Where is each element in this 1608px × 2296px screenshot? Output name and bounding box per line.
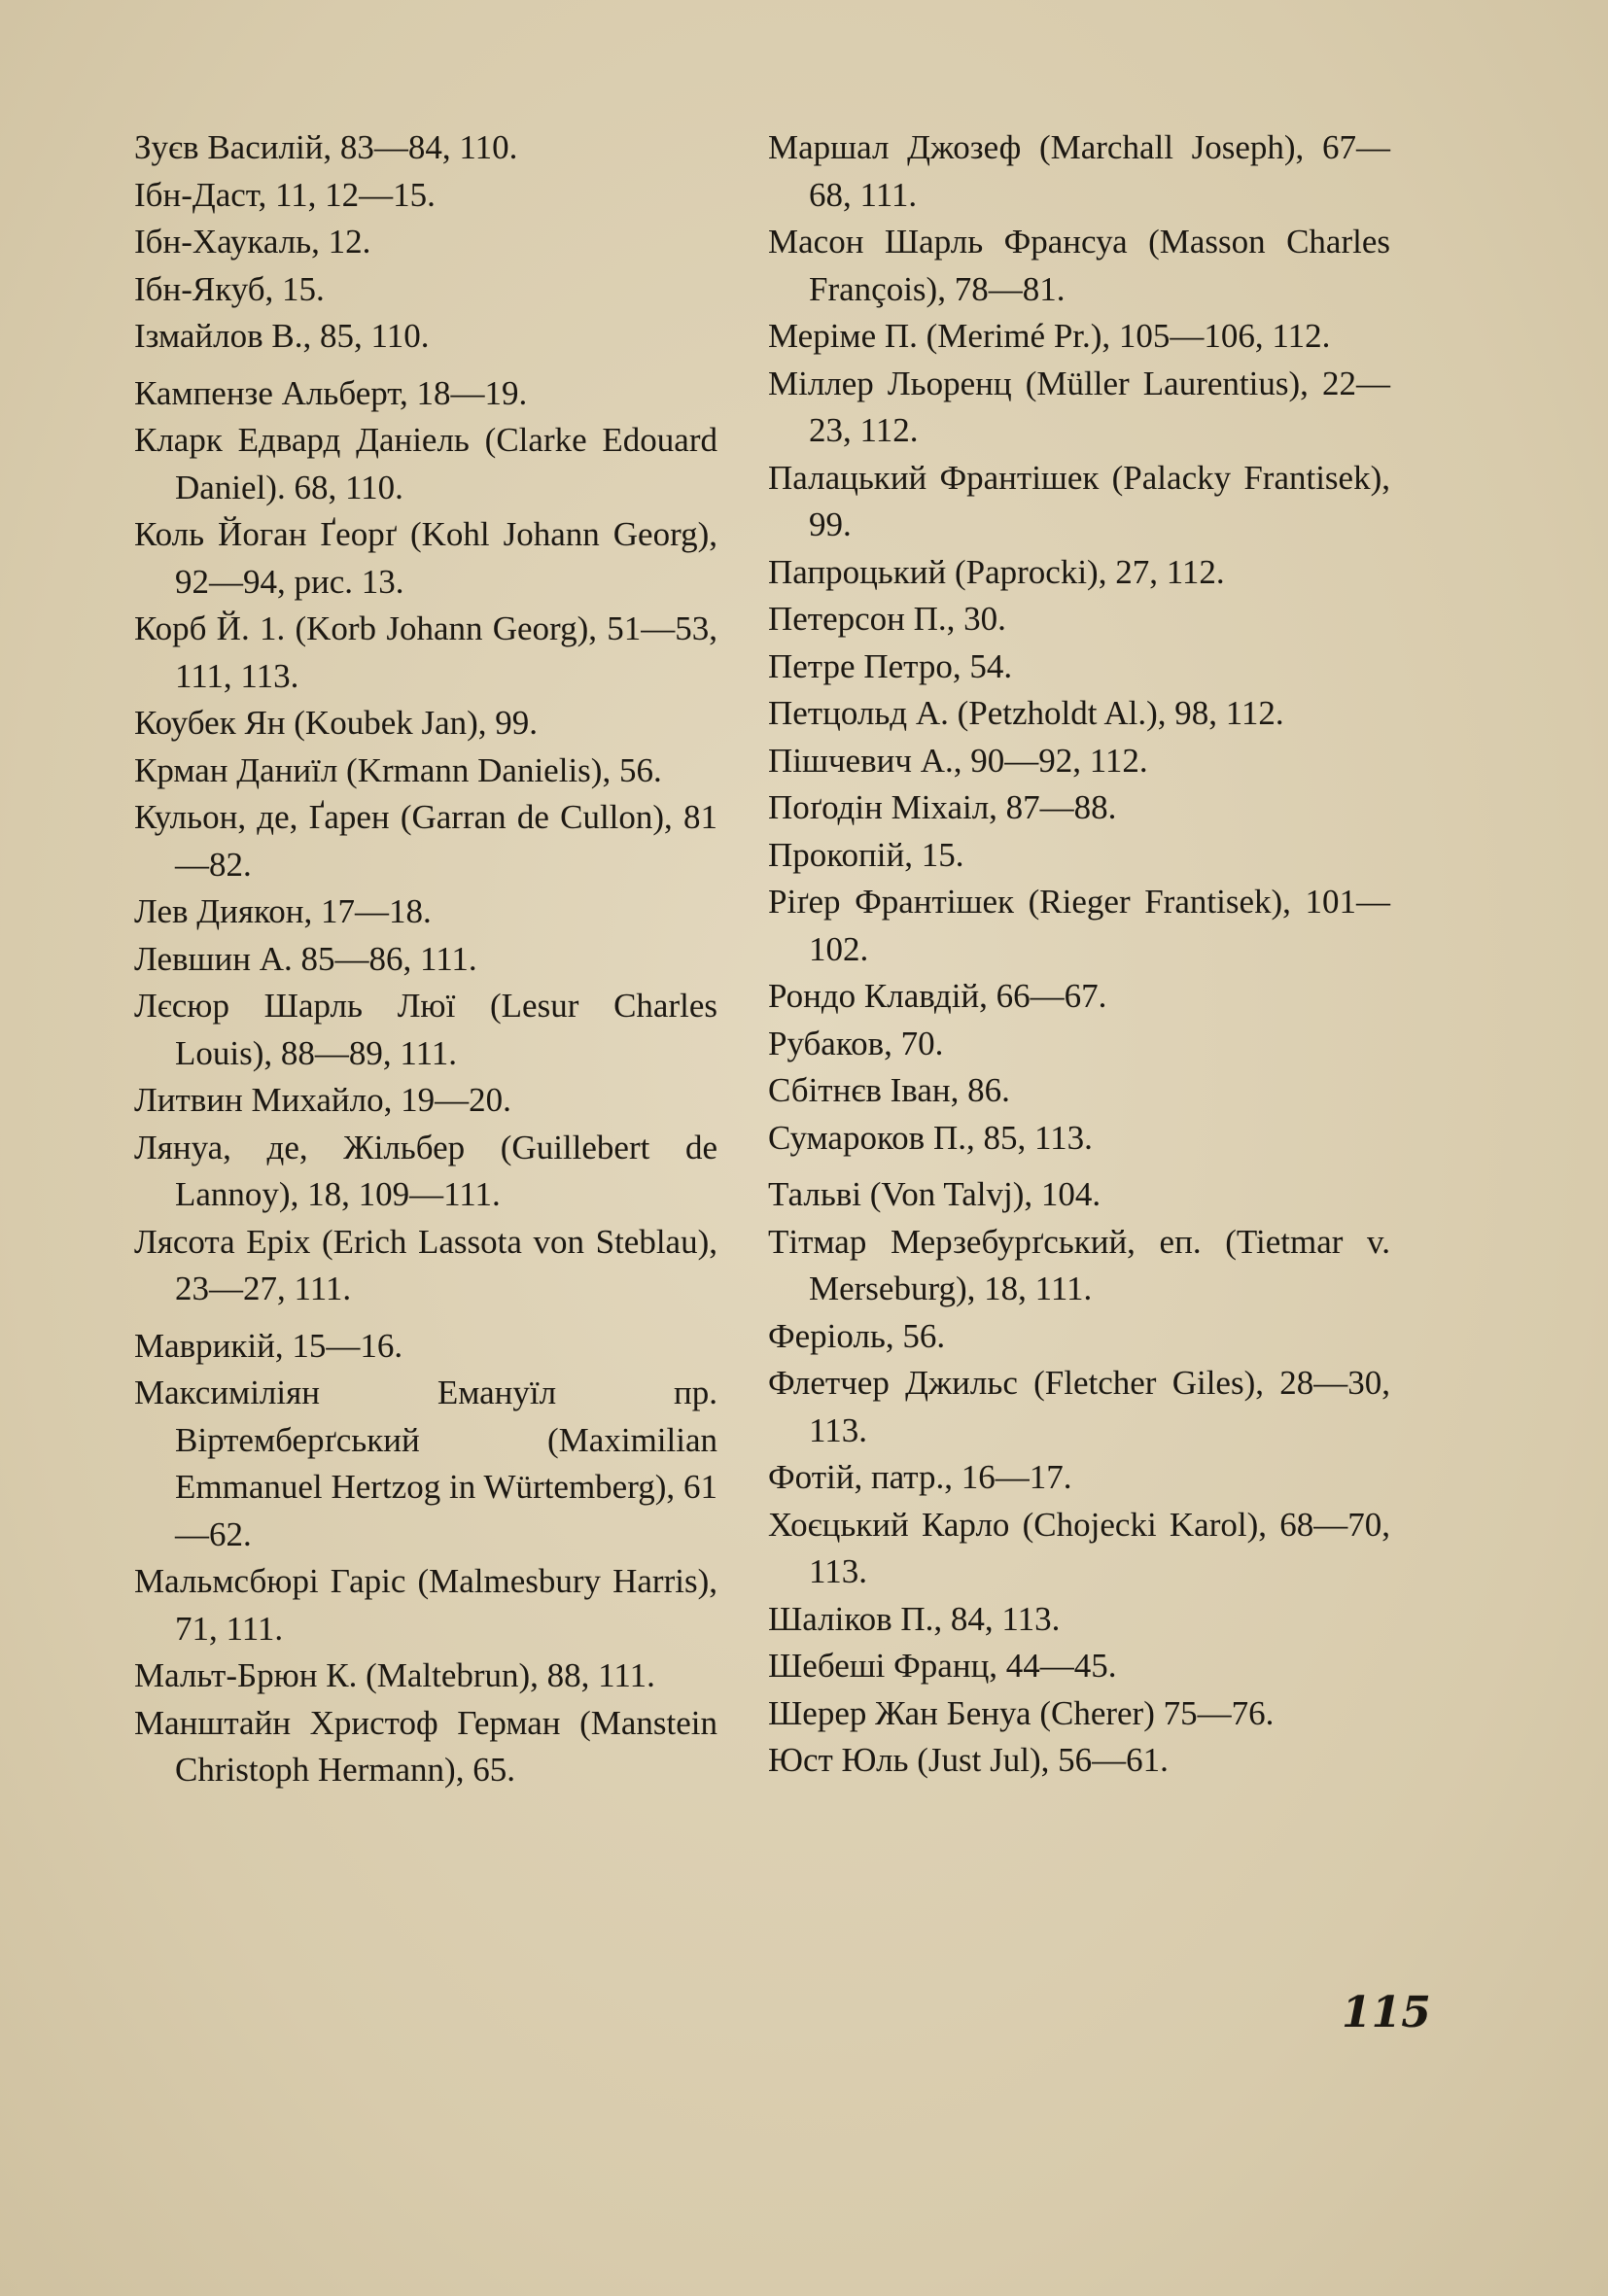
index-entry: Лянуа, де, Жільбер (Guillebert de Lannoy), 18, 109—111. (134, 1128, 717, 1213)
index-entry: Феріоль, 56. (768, 1316, 946, 1355)
index-entry: Ріґер Франтішек (Rieger Frantisek), 101—102. (768, 883, 1390, 968)
index-entry: Петре Петро, 54. (768, 646, 1013, 685)
index-entry: Кларк Едвард Даніель (Clarke Edouard Daniel). 68, 110. (134, 421, 717, 506)
index-entry: Меріме П. (Merimé Pr.), 105—106, 112. (768, 317, 1331, 355)
index-entry: Ібн-Якуб, 15. (134, 269, 325, 308)
index-entry: Рубаков, 70. (768, 1024, 944, 1062)
index-entry: Маршал Джозеф (Marchall Joseph), 67—68, 111. (768, 128, 1390, 214)
page-number: 115 (1342, 1988, 1431, 2037)
index-entry: Коль Йоган Ґеорґ (Kohl Johann Georg), 92—94, рис. 13. (134, 515, 717, 601)
index-entry: Поґодін Міхаіл, 87—88. (768, 788, 1117, 826)
index-entry: Петцольд А. (Petzholdt Al.), 98, 112. (768, 694, 1284, 732)
index-entry: Шебеші Франц, 44—45. (768, 1647, 1117, 1685)
index-entry: Мальт-Брюн К. (Maltebrun), 88, 111. (134, 1656, 655, 1694)
index-entry: Тітмар Мерзебурґський, еп. (Tietmar v. Merseburg), 18, 111. (768, 1222, 1390, 1307)
index-entry: Тальві (Von Talvj), 104. (768, 1175, 1101, 1213)
index-entry: Палацький Франтішек (Palacky Frantisek), 99. (768, 458, 1390, 543)
index-entry: Юст Юль (Just Jul), 56—61. (768, 1741, 1169, 1779)
index-entry: Левшин А. 85—86, 111. (134, 939, 477, 978)
index-entry: Крман Даниїл (Krmann Danielis), 56. (134, 750, 662, 789)
index-entry: Ізмайлов В., 85, 110. (134, 317, 430, 355)
index-entry: Шерер Жан Бенуа (Cherer) 75—76. (768, 1693, 1275, 1732)
index-entry: Лев Диякон, 17—18. (134, 892, 432, 930)
index-entry: Флетчер Джильс (Fletcher Giles), 28—30, 113. (768, 1364, 1390, 1449)
index-entry: Пішчевич А., 90—92, 112. (768, 741, 1148, 780)
index-entry: Ібн-Даст, 11, 12—15. (134, 175, 436, 214)
index-entry: Ібн-Хаукаль, 12. (134, 223, 371, 261)
index-entry: Хоєцький Карло (Chojecki Karol), 68—70, 113. (768, 1505, 1390, 1590)
index-left-column (134, 124, 717, 1794)
index-entry: Рондо Клавдій, 66—67. (768, 977, 1107, 1015)
index-entry: Лясота Еріх (Erich Lassota von Steblau), 23—27, 111. (134, 1222, 717, 1307)
index-entry: Папроцький (Paprocki), 27, 112. (768, 552, 1225, 591)
index-entry: Корб Й. 1. (Korb Johann Georg), 51—53, 111, 113. (134, 609, 717, 695)
index-entry: Манштайн Христоф Герман (Manstein Christoph Hermann), 65. (134, 1703, 717, 1789)
index-right-column (768, 124, 1390, 1785)
index-entry: Петерсон П., 30. (768, 600, 1006, 638)
index-entry: Шаліков П., 84, 113. (768, 1599, 1061, 1638)
index-entry: Сумароков П., 85, 113. (768, 1118, 1093, 1157)
index-entry: Кульон, де, Ґарен (Garran de Cullon), 81—82. (134, 798, 717, 884)
index-entry: Міллер Льоренц (Müller Laurentius), 22—23, 112. (768, 364, 1390, 449)
index-entry: Масон Шарль Франсуа (Masson Charles François), 78—81. (768, 223, 1390, 308)
index-entry: Фотій, патр., 16—17. (768, 1458, 1072, 1496)
index-entry: Коубек Ян (Koubek Jan), 99. (134, 704, 539, 742)
index-entry: Сбітнєв Іван, 86. (768, 1071, 1010, 1109)
index-entry: Зуєв Василій, 83—84, 110. (134, 128, 518, 166)
index-entry: Маврикій, 15—16. (134, 1326, 403, 1365)
index-entry: Лєсюр Шарль Люї (Lesur Charles Louis), 88—89, 111. (134, 987, 717, 1072)
index-entry: Мальмсбюрі Гаріс (Malmesbury Harris), 71, 111. (134, 1562, 717, 1648)
index-entry: Кампензе Альберт, 18—19. (134, 373, 528, 412)
index-entry: Прокопій, 15. (768, 835, 964, 874)
index-entry: Литвин Михайло, 19—20. (134, 1081, 511, 1119)
index-entry: Максиміліян Емануїл пр. Віртемберґський (Maximilian Emmanuel Hertzog in Würtemberg), 61—62. (134, 1374, 717, 1553)
